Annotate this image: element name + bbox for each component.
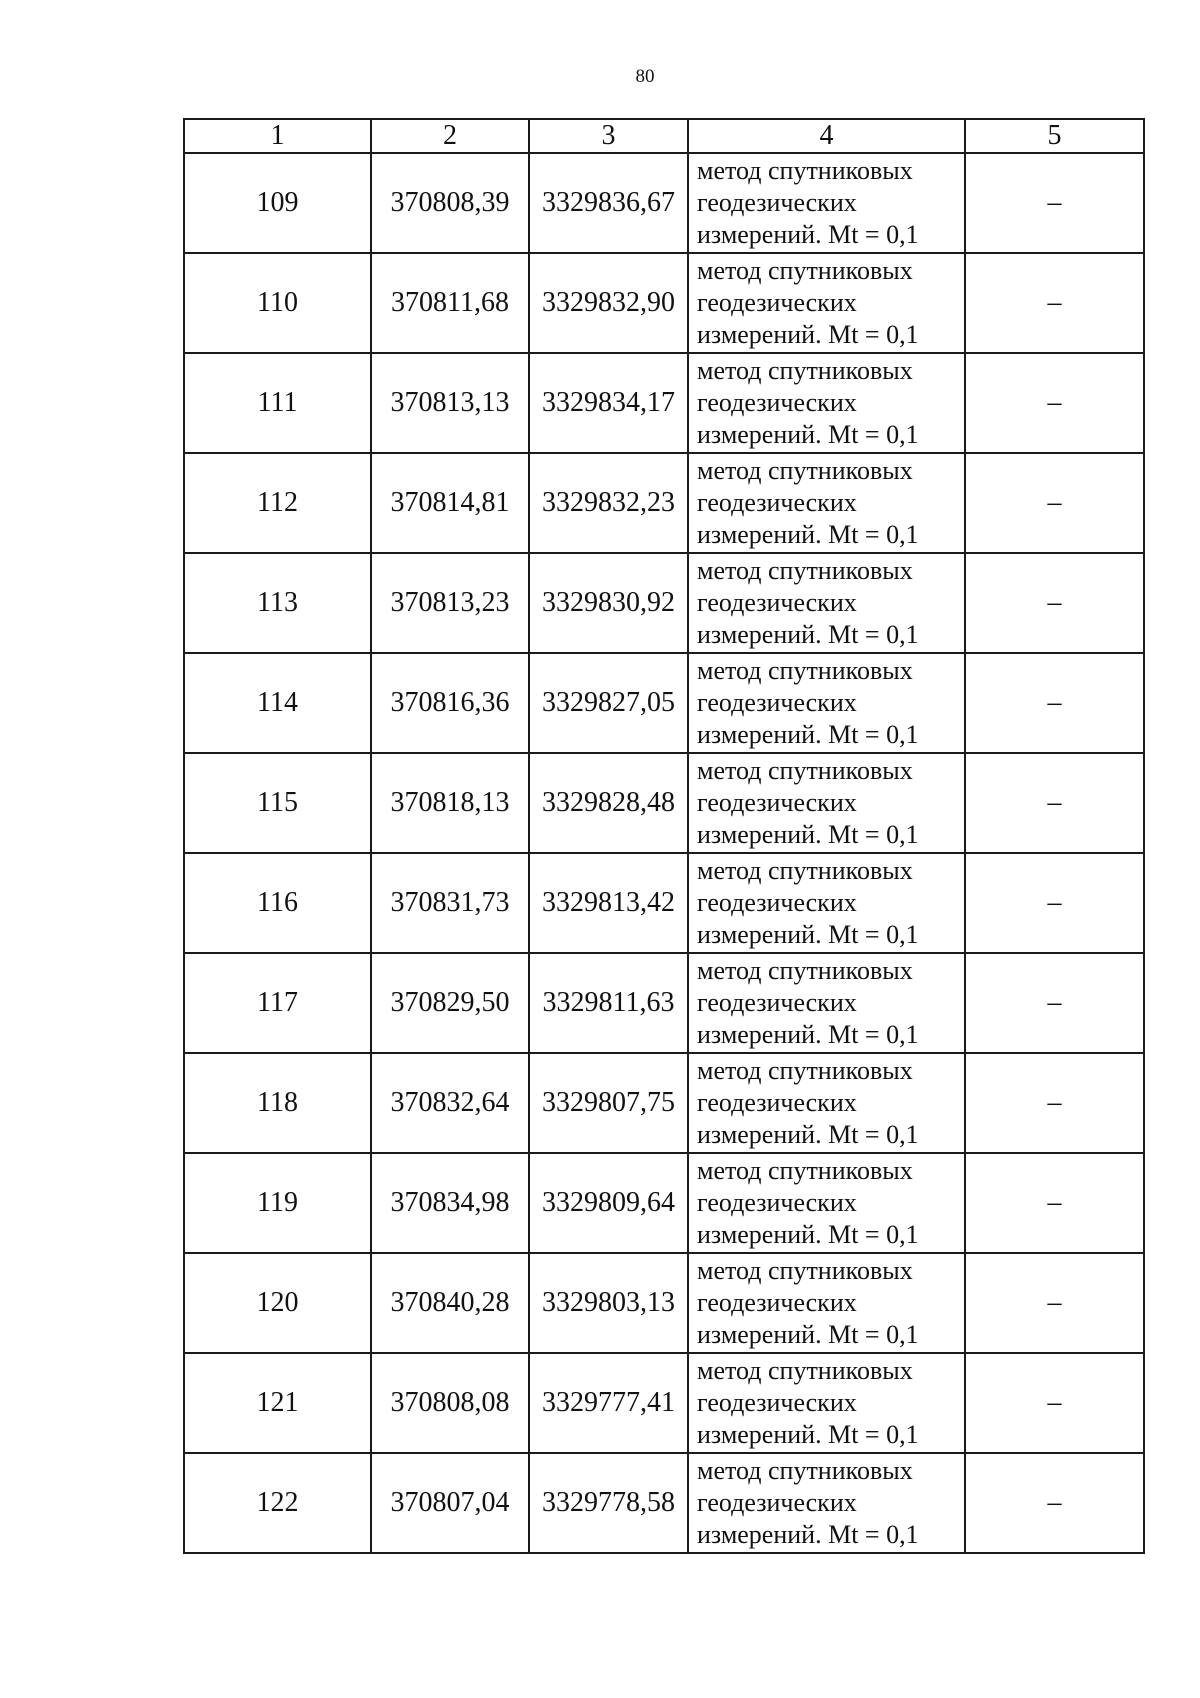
point-number-cell: 119	[184, 1153, 371, 1253]
y-coordinate-cell: 3329828,48	[529, 753, 688, 853]
x-coordinate-cell: 370807,04	[371, 1453, 529, 1553]
y-coordinate-cell: 3329827,05	[529, 653, 688, 753]
table-row	[184, 953, 1144, 1053]
method-line: измерений. Mt = 0,1	[697, 520, 919, 549]
method-line: метод спутниковых	[697, 1056, 913, 1085]
method-line: метод спутниковых	[697, 1256, 913, 1285]
method-cell	[688, 453, 965, 553]
table-row	[184, 853, 1144, 953]
method-line: метод спутниковых	[697, 856, 913, 885]
note-cell: –	[965, 453, 1144, 553]
point-number-cell: 114	[184, 653, 371, 753]
method-line: измерений. Mt = 0,1	[697, 620, 919, 649]
point-number-cell: 112	[184, 453, 371, 553]
method-line: метод спутниковых	[697, 556, 913, 585]
point-number-cell: 120	[184, 1253, 371, 1353]
y-coordinate-cell: 3329807,75	[529, 1053, 688, 1153]
page-number: 80	[635, 66, 655, 87]
method-line: геодезических	[697, 1188, 857, 1217]
table-row	[184, 1253, 1144, 1353]
method-cell	[688, 853, 965, 953]
column-header-2: 2	[371, 119, 529, 153]
method-line: геодезических	[697, 1388, 857, 1417]
method-line: метод спутниковых	[697, 1356, 913, 1385]
method-line: измерений. Mt = 0,1	[697, 820, 919, 849]
x-coordinate-cell: 370834,98	[371, 1153, 529, 1253]
y-coordinate-cell: 3329811,63	[529, 953, 688, 1053]
note-cell: –	[965, 1253, 1144, 1353]
method-line: геодезических	[697, 1488, 857, 1517]
table-row	[184, 253, 1144, 353]
method-line: измерений. Mt = 0,1	[697, 1420, 919, 1449]
method-line: геодезических	[697, 888, 857, 917]
y-coordinate-cell: 3329836,67	[529, 153, 688, 253]
method-cell	[688, 553, 965, 653]
note-cell: –	[965, 1353, 1144, 1453]
x-coordinate-cell: 370813,23	[371, 553, 529, 653]
point-number-cell: 113	[184, 553, 371, 653]
coordinates-table	[183, 118, 1145, 1554]
table-row	[184, 753, 1144, 853]
method-line: измерений. Mt = 0,1	[697, 1120, 919, 1149]
note-cell: –	[965, 253, 1144, 353]
column-header-1: 1	[184, 119, 371, 153]
note-cell: –	[965, 153, 1144, 253]
method-line: метод спутниковых	[697, 156, 913, 185]
method-line: геодезических	[697, 788, 857, 817]
point-number-cell: 111	[184, 353, 371, 453]
note-cell: –	[965, 1053, 1144, 1153]
x-coordinate-cell: 370814,81	[371, 453, 529, 553]
y-coordinate-cell: 3329778,58	[529, 1453, 688, 1553]
method-line: измерений. Mt = 0,1	[697, 1220, 919, 1249]
method-line: измерений. Mt = 0,1	[697, 920, 919, 949]
y-coordinate-cell: 3329834,17	[529, 353, 688, 453]
coordinates-table-container	[183, 118, 1143, 1554]
y-coordinate-cell: 3329830,92	[529, 553, 688, 653]
method-cell	[688, 753, 965, 853]
method-line: метод спутниковых	[697, 756, 913, 785]
method-line: метод спутниковых	[697, 656, 913, 685]
method-cell	[688, 1253, 965, 1353]
method-line: метод спутниковых	[697, 356, 913, 385]
method-line: геодезических	[697, 188, 857, 217]
note-cell: –	[965, 553, 1144, 653]
note-cell: –	[965, 653, 1144, 753]
method-line: метод спутниковых	[697, 1456, 913, 1485]
table-row	[184, 453, 1144, 553]
method-line: измерений. Mt = 0,1	[697, 1520, 919, 1549]
method-cell	[688, 953, 965, 1053]
y-coordinate-cell: 3329809,64	[529, 1153, 688, 1253]
method-line: геодезических	[697, 988, 857, 1017]
note-cell: –	[965, 953, 1144, 1053]
method-cell	[688, 253, 965, 353]
method-cell	[688, 1153, 965, 1253]
method-line: геодезических	[697, 488, 857, 517]
method-line: измерений. Mt = 0,1	[697, 1020, 919, 1049]
point-number-cell: 118	[184, 1053, 371, 1153]
note-cell: –	[965, 1153, 1144, 1253]
note-cell: –	[965, 853, 1144, 953]
method-cell	[688, 1453, 965, 1553]
method-line: геодезических	[697, 688, 857, 717]
table-header-row	[184, 119, 1144, 153]
method-line: измерений. Mt = 0,1	[697, 220, 919, 249]
x-coordinate-cell: 370840,28	[371, 1253, 529, 1353]
table-row	[184, 1153, 1144, 1253]
method-line: измерений. Mt = 0,1	[697, 1320, 919, 1349]
point-number-cell: 122	[184, 1453, 371, 1553]
y-coordinate-cell: 3329832,23	[529, 453, 688, 553]
method-line: измерений. Mt = 0,1	[697, 720, 919, 749]
method-line: метод спутниковых	[697, 1156, 913, 1185]
x-coordinate-cell: 370811,68	[371, 253, 529, 353]
method-cell	[688, 353, 965, 453]
method-line: геодезических	[697, 388, 857, 417]
point-number-cell: 116	[184, 853, 371, 953]
x-coordinate-cell: 370832,64	[371, 1053, 529, 1153]
method-line: геодезических	[697, 588, 857, 617]
y-coordinate-cell: 3329777,41	[529, 1353, 688, 1453]
note-cell: –	[965, 753, 1144, 853]
method-line: геодезических	[697, 1088, 857, 1117]
x-coordinate-cell: 370831,73	[371, 853, 529, 953]
x-coordinate-cell: 370813,13	[371, 353, 529, 453]
y-coordinate-cell: 3329803,13	[529, 1253, 688, 1353]
method-line: метод спутниковых	[697, 456, 913, 485]
method-line: геодезических	[697, 288, 857, 317]
table-row	[184, 353, 1144, 453]
method-line: измерений. Mt = 0,1	[697, 420, 919, 449]
method-cell	[688, 1353, 965, 1453]
method-cell	[688, 653, 965, 753]
x-coordinate-cell: 370829,50	[371, 953, 529, 1053]
x-coordinate-cell: 370808,08	[371, 1353, 529, 1453]
column-header-3: 3	[529, 119, 688, 153]
table-row	[184, 1453, 1144, 1553]
method-cell	[688, 1053, 965, 1153]
point-number-cell: 110	[184, 253, 371, 353]
table-row	[184, 553, 1144, 653]
note-cell: –	[965, 353, 1144, 453]
x-coordinate-cell: 370816,36	[371, 653, 529, 753]
y-coordinate-cell: 3329813,42	[529, 853, 688, 953]
point-number-cell: 121	[184, 1353, 371, 1453]
method-line: измерений. Mt = 0,1	[697, 320, 919, 349]
method-line: геодезических	[697, 1288, 857, 1317]
method-cell	[688, 153, 965, 253]
table-row	[184, 653, 1144, 753]
table-row	[184, 1053, 1144, 1153]
y-coordinate-cell: 3329832,90	[529, 253, 688, 353]
point-number-cell: 115	[184, 753, 371, 853]
x-coordinate-cell: 370818,13	[371, 753, 529, 853]
point-number-cell: 117	[184, 953, 371, 1053]
point-number-cell: 109	[184, 153, 371, 253]
method-line: метод спутниковых	[697, 956, 913, 985]
method-line: метод спутниковых	[697, 256, 913, 285]
note-cell: –	[965, 1453, 1144, 1553]
table-body	[184, 153, 1144, 1553]
x-coordinate-cell: 370808,39	[371, 153, 529, 253]
table-row	[184, 153, 1144, 253]
column-header-4: 4	[688, 119, 965, 153]
column-header-5: 5	[965, 119, 1144, 153]
table-row	[184, 1353, 1144, 1453]
